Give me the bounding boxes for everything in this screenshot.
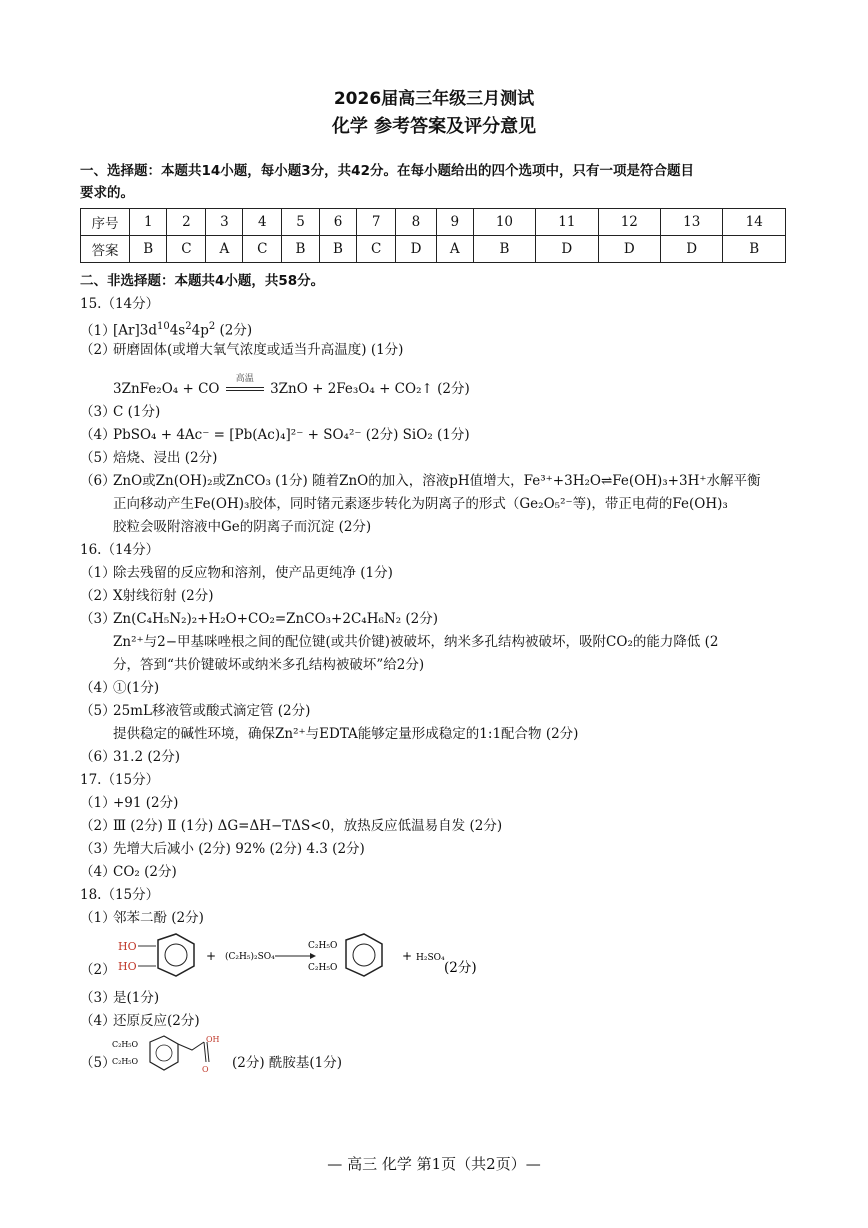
table-cell: 3 <box>206 209 243 236</box>
q16-part3-cont2: 分，答到“共价键破坏或纳米多孔结构被破坏”给2分) <box>113 657 425 673</box>
ethoxy-label-2: C₂H₅O <box>308 963 338 973</box>
q18-part1: （1）邻苯二酚 (2分) <box>80 910 204 926</box>
q16-part3: （3）Zn(C₄H₅N₂)₂+H₂O+CO₂=ZnCO₃+2C₄H₆N₂ (2分) <box>80 611 439 627</box>
table-cell: 1 <box>130 209 167 236</box>
q16-part5-cont: 提供稳定的碱性环境，确保Zn²⁺与EDTA能够定量形成稳定的1:1配合物 (2分) <box>113 726 579 742</box>
table-cell: D <box>396 236 437 263</box>
table-cell: C <box>243 236 282 263</box>
q17-part2: （2）Ⅲ (2分) Ⅱ (1分) ΔG=ΔH−TΔS<0，放热反应低温易自发 (2分) <box>80 818 503 834</box>
table-cell: 5 <box>282 209 319 236</box>
table-cell: 7 <box>357 209 396 236</box>
benzene-ring-icon <box>346 934 382 976</box>
q16-part2: （2）X射线衍射 (2分) <box>80 588 214 604</box>
table-cell: B <box>319 236 356 263</box>
table-cell: B <box>723 236 786 263</box>
table-cell: 10 <box>473 209 535 236</box>
q15-part6-cont: 正向移动产生Fe(OH)₃胶体，同时锗元素逐步转化为阴离子的形式（Ge₂O₅²⁻等)，带正电荷的Fe(OH)₃ <box>113 496 728 512</box>
table-cell: 9 <box>436 209 473 236</box>
benzene-ring-icon <box>158 934 194 976</box>
table-cell: B <box>130 236 167 263</box>
table-cell: C <box>167 236 206 263</box>
hydroxyl-label: OH <box>206 1035 220 1044</box>
table-cell: 14 <box>723 209 786 236</box>
table-cell: B <box>282 236 319 263</box>
table-cell: B <box>473 236 535 263</box>
ethoxy-label-1: C₂H₅O <box>308 941 338 951</box>
section2-heading: 二、非选择题：本题共4小题，共58分。 <box>80 273 325 289</box>
page-footer: — 高三 化学 第1页（共2页）— <box>327 1155 541 1173</box>
table-cell: D <box>661 236 723 263</box>
condition-label: 高温 <box>235 373 254 384</box>
ethoxy-label-1: C₂H₅O <box>112 1040 139 1049</box>
q17-part1: （1）+91 (2分) <box>80 795 179 811</box>
table-cell: D <box>536 236 598 263</box>
table-cell: 13 <box>661 209 723 236</box>
row-label-answer: 答案 <box>81 236 130 263</box>
carbonyl-oxygen-label: O <box>202 1065 209 1074</box>
ethoxy-label-2: C₂H₅O <box>112 1057 139 1066</box>
plus-sign: + <box>206 949 217 963</box>
row-label-number: 序号 <box>81 209 130 236</box>
q16-heading: 16.（14分） <box>80 542 160 558</box>
q15-part2: （2）研磨固体(或增大氧气浓度或适当升高温度) (1分) <box>80 342 404 358</box>
table-cell: 4 <box>243 209 282 236</box>
q18-reaction-scheme <box>110 932 490 988</box>
q18-product-structure <box>112 1032 234 1080</box>
q15-part3: （3）C (1分) <box>80 404 161 420</box>
byproduct-label: H₂SO₄ <box>416 953 445 963</box>
table-cell: 8 <box>396 209 437 236</box>
table-cell: C <box>357 236 396 263</box>
exam-title: 2026届高三年级三月测试 <box>333 89 535 109</box>
hydroxyl-label-2: HO <box>118 960 137 973</box>
q16-part1: （1）除去残留的反应物和溶剂，使产品更纯净 (1分) <box>80 565 393 581</box>
q16-part6: （6）31.2 (2分) <box>80 749 180 765</box>
q17-part3: （3）先增大后减小 (2分) 92% (2分) 4.3 (2分) <box>80 841 365 857</box>
section1-heading-cont: 要求的。 <box>80 185 134 201</box>
q18-part2-score: (2分) <box>444 960 477 976</box>
table-cell: 2 <box>167 209 206 236</box>
q18-part5-answer: (2分) 酰胺基(1分) <box>232 1055 343 1071</box>
table-cell: A <box>436 236 473 263</box>
q18-part2-label: （2） <box>80 962 116 978</box>
benzene-ring-icon <box>150 1036 178 1070</box>
q18-part5-label: （5） <box>80 1055 116 1071</box>
table-cell: A <box>206 236 243 263</box>
q15-part5: （5）焙烧、浸出 (2分) <box>80 450 218 466</box>
table-cell: 6 <box>319 209 356 236</box>
q18-part4: （4）还原反应(2分) <box>80 1013 200 1029</box>
number-row <box>81 209 786 236</box>
q17-part4: （4）CO₂ (2分) <box>80 864 177 880</box>
table-cell: D <box>598 236 660 263</box>
q15-part6-cont2: 胶粒会吸附溶液中Ge的阴离子而沉淀 (2分) <box>113 519 372 535</box>
q16-part3-cont: Zn²⁺与2−甲基咪唑根之间的配位键(或共价键)被破坏，纳米多孔结构被破坏，吸附CO₂的能力降低 (2 <box>113 634 719 650</box>
answer-table <box>80 208 786 263</box>
plus-sign: + <box>402 949 413 963</box>
q15-part6: （6）ZnO或Zn(OH)₂或ZnCO₃ (1分) 随着ZnO的加入，溶液pH值增大，Fe³⁺+3H₂O⇌Fe(OH)₃+3H⁺水解平衡 <box>80 473 761 489</box>
q17-heading: 17.（15分） <box>80 772 160 788</box>
q15-part4: （4）PbSO₄ + 4Ac⁻ = [Pb(Ac)₄]²⁻ + SO₄²⁻ (2分) SiO₂ (1分) <box>80 427 470 443</box>
answer-row <box>81 236 786 263</box>
reaction-condition-arrow <box>224 373 266 397</box>
q18-heading: 18.（15分） <box>80 887 160 903</box>
q18-part3: （3）是(1分) <box>80 990 160 1006</box>
q16-part4: （4）①(1分) <box>80 680 160 696</box>
q15-heading: 15.（14分） <box>80 296 160 312</box>
q16-part5: （5）25mL移液管或酸式滴定管 (2分) <box>80 703 311 719</box>
hydroxyl-label-1: HO <box>118 940 137 953</box>
reagent-label: (C₂H₅)₂SO₄ <box>225 952 275 962</box>
table-cell: 11 <box>536 209 598 236</box>
q15-part1: $(1)[Ar]3d^{10}4s^24p^2$ (2分) <box>80 321 253 339</box>
section1-heading: 一、选择题：本题共14小题，每小题3分，共42分。在每小题给出的四个选项中，只有一项是符合题目 <box>80 163 694 179</box>
table-cell: 12 <box>598 209 660 236</box>
q15-equation: 3ZnFe₂O₄ + CO 高温 3ZnO + 2Fe₃O₄ + CO₂↑ (2分) <box>113 377 470 397</box>
exam-subtitle: 化学 参考答案及评分意见 <box>331 116 537 137</box>
